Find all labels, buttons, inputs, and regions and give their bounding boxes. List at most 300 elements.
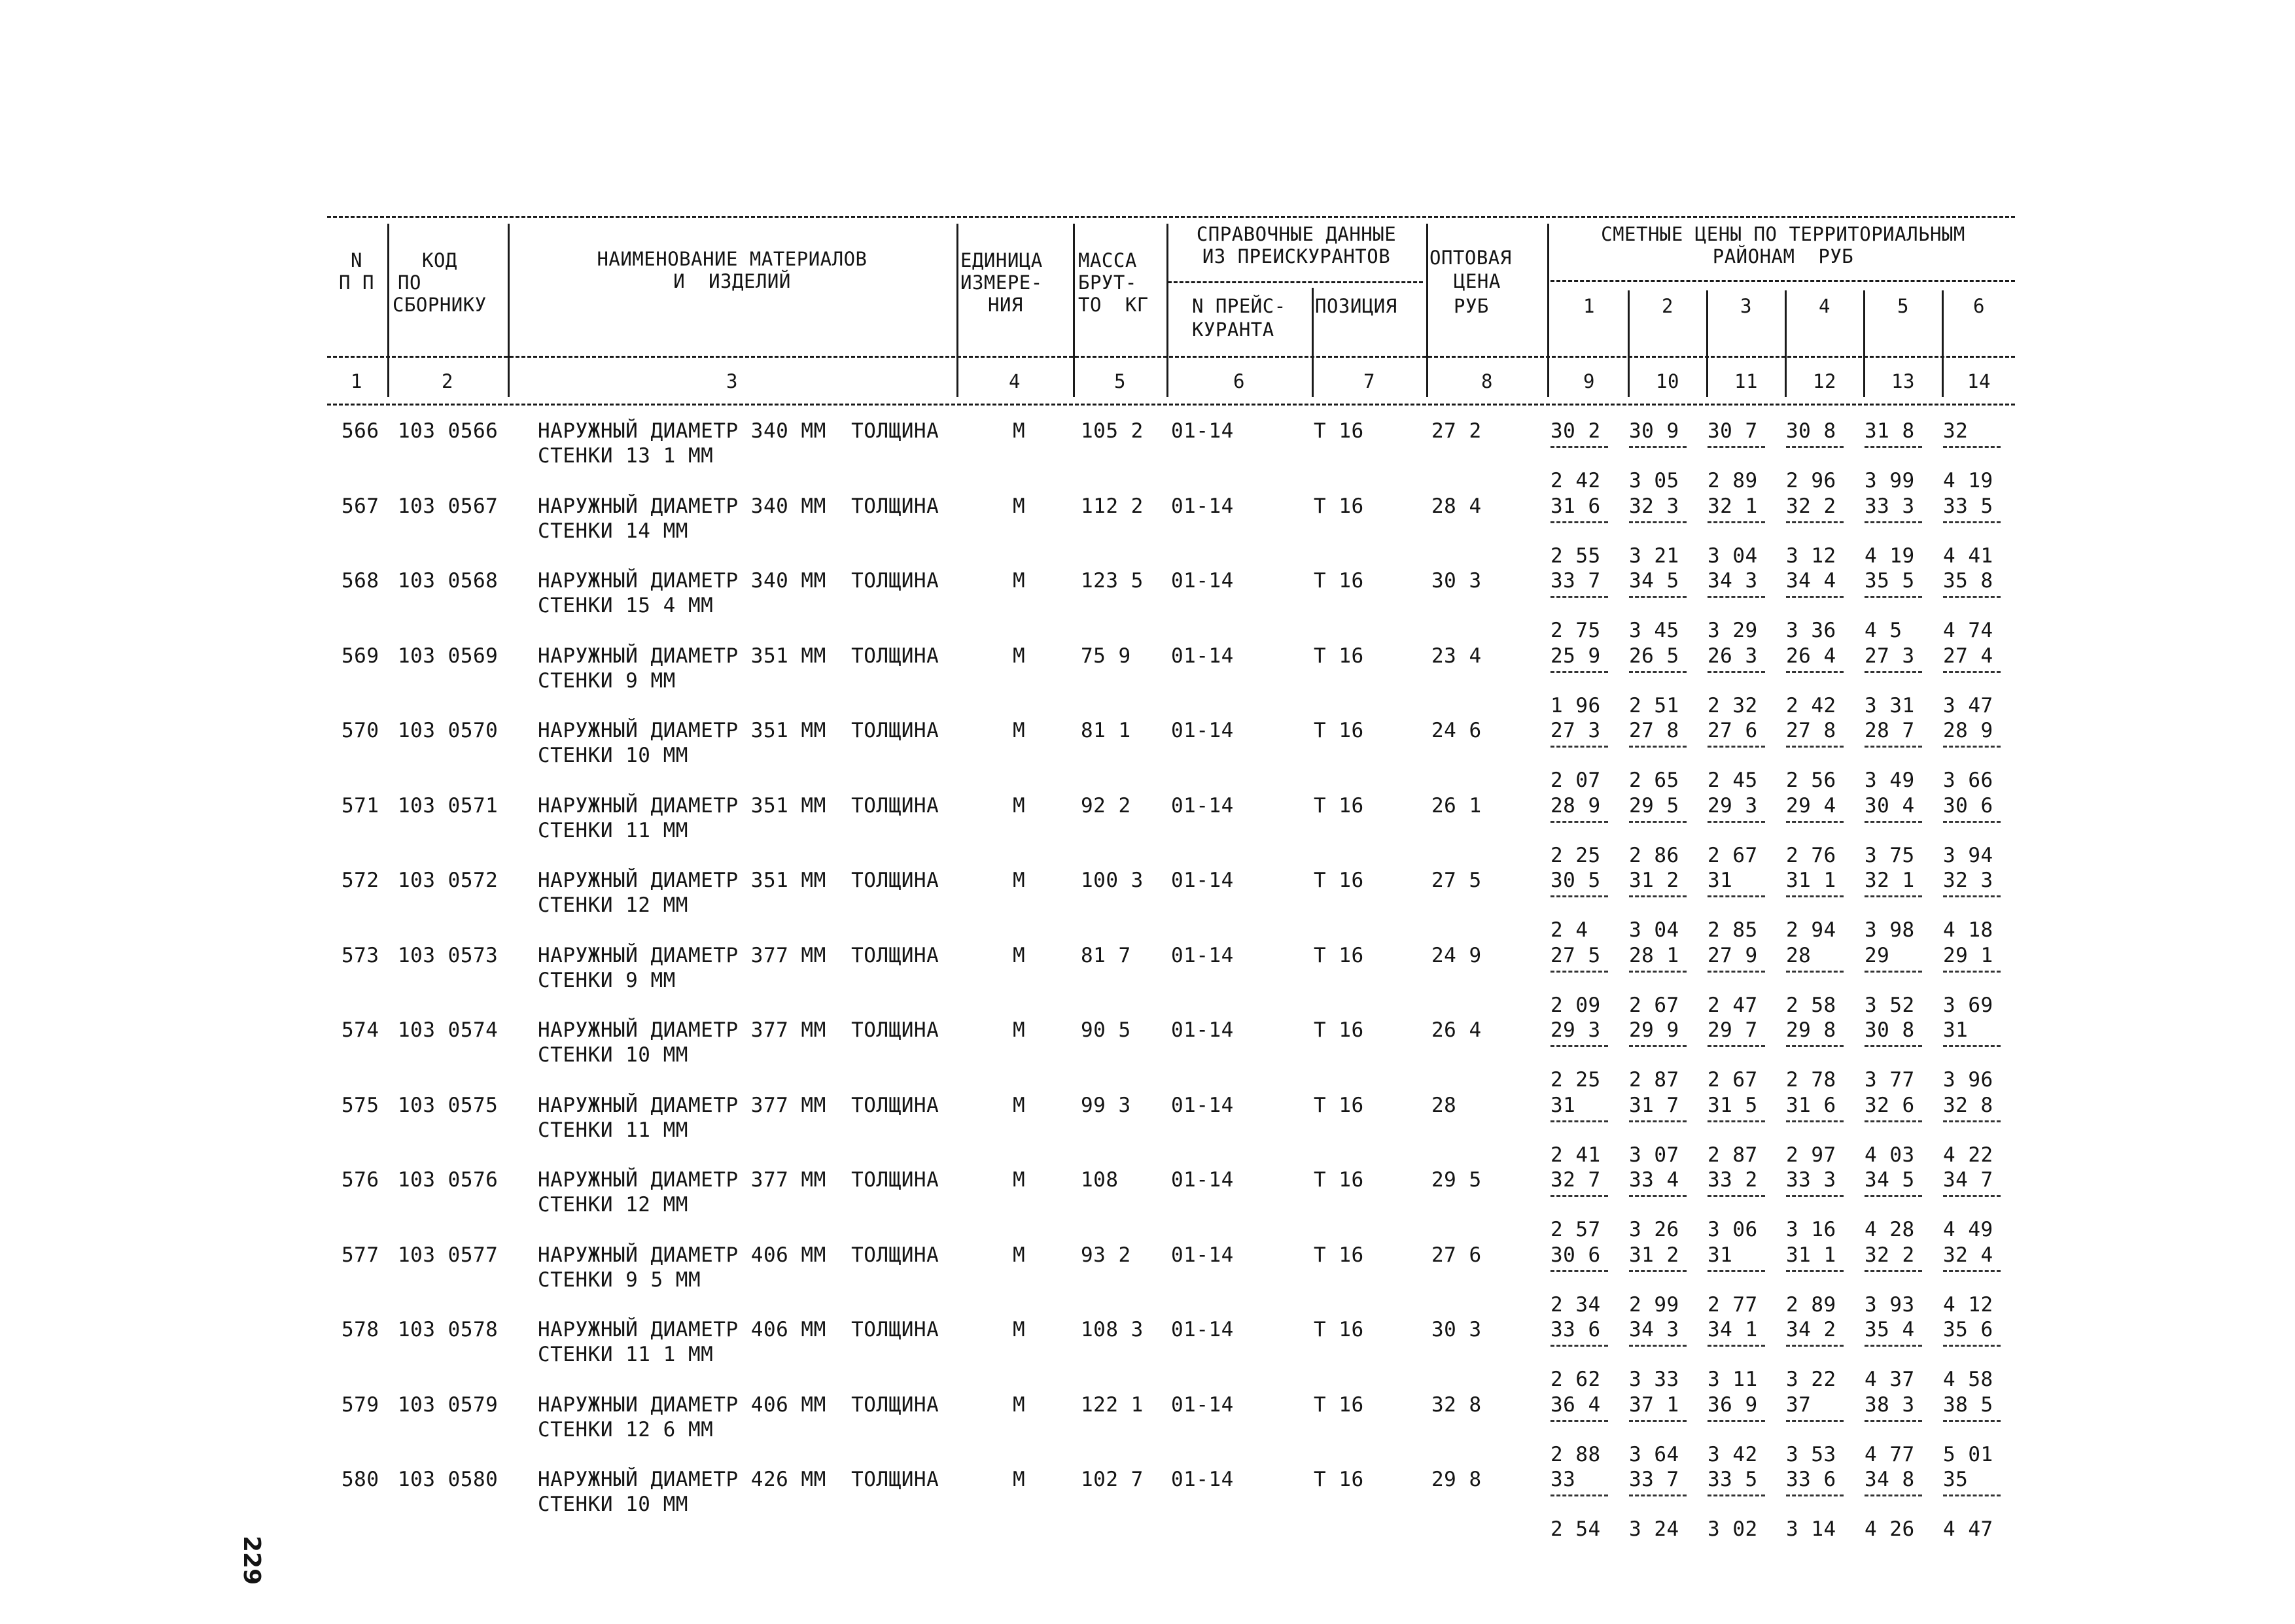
row-district-price: 33 2 xyxy=(1708,1168,1758,1192)
fraction-bar xyxy=(1708,1494,1765,1496)
row-pricelist: 01-14 xyxy=(1171,494,1234,518)
row-district-price: 27 3 xyxy=(1550,719,1601,742)
fraction-bar xyxy=(1708,746,1765,748)
row-mass: 99 3 xyxy=(1081,1094,1131,1117)
row-number: 567 xyxy=(342,494,379,518)
row-position: Т 16 xyxy=(1314,494,1364,518)
header-mass-line3: ТО КГ xyxy=(1078,294,1149,316)
row-district-surcharge: 2 25 xyxy=(1550,1068,1601,1092)
row-district-surcharge: 3 64 xyxy=(1629,1443,1679,1466)
fraction-bar xyxy=(1708,1420,1765,1422)
row-wholesale-price: 30 3 xyxy=(1431,569,1482,593)
row-district-price: 27 5 xyxy=(1550,944,1601,967)
row-code: 103 0580 xyxy=(398,1468,499,1491)
header-pricelist-line1: N ПРЕЙС- xyxy=(1192,295,1286,317)
row-district-surcharge: 2 62 xyxy=(1550,1368,1601,1391)
row-number: 572 xyxy=(342,869,379,892)
fraction-bar xyxy=(1943,1120,2001,1122)
fraction-bar xyxy=(1943,1195,2001,1197)
fraction-bar xyxy=(1786,1420,1844,1422)
row-district-price: 29 9 xyxy=(1629,1018,1679,1042)
row-name-line2: СТЕНКИ 14 ММ xyxy=(538,519,688,543)
row-pricelist: 01-14 xyxy=(1171,794,1234,818)
row-district-price: 35 4 xyxy=(1865,1318,1915,1341)
column-number: 5 xyxy=(1114,370,1126,392)
header-bottom-rule xyxy=(327,404,2015,406)
row-district-price: 28 7 xyxy=(1865,719,1915,742)
row-code: 103 0568 xyxy=(398,569,499,593)
fraction-bar xyxy=(1865,521,1922,523)
row-district-price: 30 6 xyxy=(1943,794,1993,818)
row-district-surcharge: 3 94 xyxy=(1943,844,1993,867)
row-district-price: 38 3 xyxy=(1865,1393,1915,1417)
row-pricelist: 01-14 xyxy=(1171,419,1234,443)
row-district-surcharge: 2 85 xyxy=(1708,918,1758,942)
fraction-bar xyxy=(1708,1195,1765,1197)
row-district-price: 32 8 xyxy=(1943,1094,1993,1117)
row-code: 103 0566 xyxy=(398,419,499,443)
fraction-bar xyxy=(1865,1494,1922,1496)
row-district-surcharge: 2 88 xyxy=(1550,1443,1601,1466)
row-district-surcharge: 4 58 xyxy=(1943,1368,1993,1391)
row-district-surcharge: 3 36 xyxy=(1786,619,1836,642)
fraction-bar xyxy=(1943,1270,2001,1272)
row-district-price: 27 8 xyxy=(1786,719,1836,742)
fraction-bar xyxy=(1550,1420,1608,1422)
fraction-bar xyxy=(1943,821,2001,823)
row-district-surcharge: 4 49 xyxy=(1943,1218,1993,1241)
column-number: 3 xyxy=(726,370,738,392)
row-district-surcharge: 4 12 xyxy=(1943,1293,1993,1317)
row-district-price: 36 9 xyxy=(1708,1393,1758,1417)
row-district-price: 31 1 xyxy=(1786,1243,1836,1267)
row-district-price: 34 3 xyxy=(1629,1318,1679,1341)
fraction-bar xyxy=(1629,821,1687,823)
fraction-bar xyxy=(1629,1120,1687,1122)
row-district-surcharge: 3 53 xyxy=(1786,1443,1836,1466)
fraction-bar xyxy=(1550,596,1608,598)
fraction-bar xyxy=(1550,971,1608,973)
fraction-bar xyxy=(1550,521,1608,523)
fraction-bar xyxy=(1865,1420,1922,1422)
row-pricelist: 01-14 xyxy=(1171,1243,1234,1267)
row-number: 573 xyxy=(342,944,379,967)
row-district-surcharge: 3 14 xyxy=(1786,1517,1836,1541)
fraction-bar xyxy=(1865,596,1922,598)
fraction-bar xyxy=(1786,1120,1844,1122)
row-pricelist: 01-14 xyxy=(1171,644,1234,668)
row-unit: М xyxy=(1013,419,1026,443)
row-district-surcharge: 2 78 xyxy=(1786,1068,1836,1092)
row-district-price: 30 8 xyxy=(1786,419,1836,443)
row-name-line1: НАРУЖНЫЙ ДИАМЕТР 377 ММ ТОЛЩИНА xyxy=(538,1168,939,1192)
row-district-price: 34 1 xyxy=(1708,1318,1758,1341)
row-district-surcharge: 4 19 xyxy=(1943,469,1993,492)
row-district-price: 31 xyxy=(1708,869,1733,892)
row-district-price: 33 xyxy=(1550,1468,1576,1491)
column-number: 8 xyxy=(1481,370,1493,392)
row-district-surcharge: 2 87 xyxy=(1708,1143,1758,1167)
row-wholesale-price: 28 4 xyxy=(1431,494,1482,518)
row-code: 103 0573 xyxy=(398,944,499,967)
row-code: 103 0572 xyxy=(398,869,499,892)
header-district-number: 2 xyxy=(1662,295,1673,317)
row-district-surcharge: 4 26 xyxy=(1865,1517,1915,1541)
row-district-price: 28 9 xyxy=(1550,794,1601,818)
row-district-price: 32 3 xyxy=(1943,869,1993,892)
row-name-line2: СТЕНКИ 10 ММ xyxy=(538,744,688,767)
column-number: 12 xyxy=(1813,370,1836,392)
row-district-price: 27 4 xyxy=(1943,644,1993,668)
row-district-price: 29 5 xyxy=(1629,794,1679,818)
row-district-surcharge: 3 12 xyxy=(1786,544,1836,568)
fraction-bar xyxy=(1943,521,2001,523)
row-district-surcharge: 2 42 xyxy=(1550,469,1601,492)
row-name-line1: НАРУЖНЫЙ ДИАМЕТР 406 ММ ТОЛЩИНА xyxy=(538,1243,939,1267)
row-district-surcharge: 3 29 xyxy=(1708,619,1758,642)
row-name-line2: СТЕНКИ 9 ММ xyxy=(538,969,676,992)
row-mass: 100 3 xyxy=(1081,869,1144,892)
row-mass: 75 9 xyxy=(1081,644,1131,668)
fraction-bar xyxy=(1550,895,1608,897)
header-pricelist-line2: КУРАНТА xyxy=(1192,319,1274,341)
row-district-surcharge: 3 75 xyxy=(1865,844,1915,867)
row-district-price: 33 7 xyxy=(1629,1468,1679,1491)
fraction-bar xyxy=(1943,446,2001,448)
row-name-line2: СТЕНКИ 15 4 ММ xyxy=(538,594,714,617)
header-n-line1: N xyxy=(351,249,362,271)
row-position: Т 16 xyxy=(1314,719,1364,742)
row-district-price: 26 3 xyxy=(1708,644,1758,668)
row-district-price: 34 5 xyxy=(1629,569,1679,593)
fraction-bar xyxy=(1865,746,1922,748)
row-unit: М xyxy=(1013,1094,1026,1117)
row-district-price: 32 3 xyxy=(1629,494,1679,518)
row-district-price: 29 3 xyxy=(1708,794,1758,818)
row-district-surcharge: 2 32 xyxy=(1708,694,1758,717)
fraction-bar xyxy=(1629,1270,1687,1272)
row-district-surcharge: 2 76 xyxy=(1786,844,1836,867)
row-number: 566 xyxy=(342,419,379,443)
page-number: 229 xyxy=(238,1536,265,1585)
row-district-surcharge: 2 89 xyxy=(1786,1293,1836,1317)
row-position: Т 16 xyxy=(1314,1168,1364,1192)
row-mass: 92 2 xyxy=(1081,794,1131,818)
row-district-price: 31 5 xyxy=(1708,1094,1758,1117)
row-position: Т 16 xyxy=(1314,1243,1364,1267)
row-district-surcharge: 2 25 xyxy=(1550,844,1601,867)
row-pricelist: 01-14 xyxy=(1171,569,1234,593)
row-number: 580 xyxy=(342,1468,379,1491)
row-district-price: 35 8 xyxy=(1943,569,1993,593)
header-n-line2: П П xyxy=(339,271,374,294)
row-district-surcharge: 3 02 xyxy=(1708,1517,1758,1541)
fraction-bar xyxy=(1550,1494,1608,1496)
row-district-surcharge: 2 75 xyxy=(1550,619,1601,642)
row-district-price: 33 5 xyxy=(1708,1468,1758,1491)
fraction-bar xyxy=(1629,521,1687,523)
fraction-bar xyxy=(1786,1345,1844,1347)
row-district-surcharge: 3 22 xyxy=(1786,1368,1836,1391)
row-mass: 123 5 xyxy=(1081,569,1144,593)
row-district-surcharge: 2 89 xyxy=(1708,469,1758,492)
fraction-bar xyxy=(1943,1420,2001,1422)
fraction-bar xyxy=(1629,1195,1687,1197)
row-district-surcharge: 4 41 xyxy=(1943,544,1993,568)
row-district-price: 34 4 xyxy=(1786,569,1836,593)
row-district-price: 28 9 xyxy=(1943,719,1993,742)
row-name-line1: НАРУЖНЫЙ ДИАМЕТР 351 ММ ТОЛЩИНА xyxy=(538,719,939,742)
row-number: 576 xyxy=(342,1168,379,1192)
fraction-bar xyxy=(1943,971,2001,973)
column-number: 9 xyxy=(1583,370,1595,392)
fraction-bar xyxy=(1629,746,1687,748)
row-district-price: 34 3 xyxy=(1708,569,1758,593)
row-district-surcharge: 2 07 xyxy=(1550,769,1601,792)
row-district-price: 33 7 xyxy=(1550,569,1601,593)
row-district-surcharge: 2 09 xyxy=(1550,993,1601,1017)
row-district-price: 31 xyxy=(1943,1018,1969,1042)
row-district-surcharge: 2 67 xyxy=(1708,1068,1758,1092)
row-name-line2: СТЕНКИ 10 ММ xyxy=(538,1043,688,1067)
row-pricelist: 01-14 xyxy=(1171,1468,1234,1491)
row-district-price: 33 3 xyxy=(1786,1168,1836,1192)
fraction-bar xyxy=(1550,446,1608,448)
fraction-bar xyxy=(1865,1120,1922,1122)
row-district-surcharge: 4 28 xyxy=(1865,1218,1915,1241)
fraction-bar xyxy=(1708,446,1765,448)
fraction-bar xyxy=(1865,821,1922,823)
row-district-price: 37 xyxy=(1786,1393,1812,1417)
row-name-line1: НАРУЖНЫЙ ДИАМЕТР 426 ММ ТОЛЩИНА xyxy=(538,1468,939,1491)
row-district-price: 30 8 xyxy=(1865,1018,1915,1042)
row-name-line1: НАРУЖНЫЙ ДИАМЕТР 377 ММ ТОЛЩИНА xyxy=(538,1018,939,1042)
row-code: 103 0571 xyxy=(398,794,499,818)
row-district-surcharge: 4 47 xyxy=(1943,1517,1993,1541)
row-pricelist: 01-14 xyxy=(1171,1094,1234,1117)
row-wholesale-price: 29 5 xyxy=(1431,1168,1482,1192)
row-number: 578 xyxy=(342,1318,379,1341)
row-wholesale-price: 30 3 xyxy=(1431,1318,1482,1341)
header-district-number: 6 xyxy=(1973,295,1985,317)
row-district-surcharge: 3 99 xyxy=(1865,469,1915,492)
row-unit: М xyxy=(1013,794,1026,818)
row-mass: 81 7 xyxy=(1081,944,1131,967)
row-district-price: 31 xyxy=(1708,1243,1733,1267)
fraction-bar xyxy=(1786,596,1844,598)
fraction-bar xyxy=(1550,671,1608,673)
fraction-bar xyxy=(1708,521,1765,523)
row-unit: М xyxy=(1013,944,1026,967)
header-position: ПОЗИЦИЯ xyxy=(1315,295,1397,317)
fraction-bar xyxy=(1943,596,2001,598)
column-number: 13 xyxy=(1891,370,1915,392)
row-district-surcharge: 4 5 xyxy=(1865,619,1902,642)
row-district-surcharge: 3 69 xyxy=(1943,993,1993,1017)
fraction-bar xyxy=(1943,1045,2001,1047)
row-district-price: 32 xyxy=(1943,419,1969,443)
header-ref-title-line1: СПРАВОЧНЫЕ ДАННЫЕ xyxy=(1196,223,1397,245)
row-district-surcharge: 2 67 xyxy=(1708,844,1758,867)
header-mass-line2: БРУТ- xyxy=(1078,271,1137,294)
row-district-surcharge: 4 19 xyxy=(1865,544,1915,568)
fraction-bar xyxy=(1786,1045,1844,1047)
row-district-surcharge: 3 47 xyxy=(1943,694,1993,717)
fraction-bar xyxy=(1786,746,1844,748)
row-district-surcharge: 3 04 xyxy=(1708,544,1758,568)
row-district-surcharge: 3 66 xyxy=(1943,769,1993,792)
fraction-bar xyxy=(1629,671,1687,673)
fraction-bar xyxy=(1550,821,1608,823)
fraction-bar xyxy=(1786,1494,1844,1496)
row-wholesale-price: 23 4 xyxy=(1431,644,1482,668)
row-district-surcharge: 2 96 xyxy=(1786,469,1836,492)
row-name-line2: СТЕНКИ 12 6 ММ xyxy=(538,1418,714,1442)
row-name-line2: СТЕНКИ 10 ММ xyxy=(538,1493,688,1516)
row-unit: М xyxy=(1013,1243,1026,1267)
fraction-bar xyxy=(1786,1195,1844,1197)
row-wholesale-price: 26 4 xyxy=(1431,1018,1482,1042)
row-wholesale-price: 26 1 xyxy=(1431,794,1482,818)
header-top-rule xyxy=(327,216,2015,218)
row-district-surcharge: 2 54 xyxy=(1550,1517,1601,1541)
row-district-surcharge: 3 31 xyxy=(1865,694,1915,717)
estimate-subheader-rule xyxy=(1550,280,2015,282)
row-name-line2: СТЕНКИ 9 5 ММ xyxy=(538,1268,701,1292)
fraction-bar xyxy=(1708,971,1765,973)
row-number: 579 xyxy=(342,1393,379,1417)
row-district-surcharge: 3 06 xyxy=(1708,1218,1758,1241)
fraction-bar xyxy=(1786,821,1844,823)
row-wholesale-price: 27 2 xyxy=(1431,419,1482,443)
fraction-bar xyxy=(1943,746,2001,748)
fraction-bar xyxy=(1629,895,1687,897)
row-name-line2: СТЕНКИ 12 ММ xyxy=(538,893,688,917)
row-wholesale-price: 32 8 xyxy=(1431,1393,1482,1417)
row-code: 103 0577 xyxy=(398,1243,499,1267)
row-district-price: 38 5 xyxy=(1943,1393,1993,1417)
row-district-surcharge: 3 93 xyxy=(1865,1293,1915,1317)
row-district-surcharge: 1 96 xyxy=(1550,694,1601,717)
row-unit: М xyxy=(1013,569,1026,593)
row-name-line1: НАРУЖНЫЙ ДИАМЕТР 340 ММ ТОЛЩИНА xyxy=(538,569,939,593)
row-district-surcharge: 2 65 xyxy=(1629,769,1679,792)
row-position: Т 16 xyxy=(1314,569,1364,593)
fraction-bar xyxy=(1865,671,1922,673)
row-district-price: 32 1 xyxy=(1708,494,1758,518)
fraction-bar xyxy=(1550,1045,1608,1047)
row-position: Т 16 xyxy=(1314,644,1364,668)
fraction-bar xyxy=(1786,671,1844,673)
row-district-price: 30 5 xyxy=(1550,869,1601,892)
fraction-bar xyxy=(1550,746,1608,748)
row-district-price: 35 6 xyxy=(1943,1318,1993,1341)
row-district-price: 29 4 xyxy=(1786,794,1836,818)
header-code-line2: ПО xyxy=(398,271,421,294)
fraction-bar xyxy=(1865,1195,1922,1197)
row-district-price: 27 3 xyxy=(1865,644,1915,668)
row-district-price: 35 5 xyxy=(1865,569,1915,593)
fraction-bar xyxy=(1629,446,1687,448)
row-pricelist: 01-14 xyxy=(1171,944,1234,967)
row-district-surcharge: 4 18 xyxy=(1943,918,1993,942)
header-unit-line1: ЕДИНИЦА xyxy=(960,249,1043,271)
row-mass: 108 3 xyxy=(1081,1318,1144,1341)
row-district-price: 31 1 xyxy=(1786,869,1836,892)
row-mass: 108 xyxy=(1081,1168,1119,1192)
row-district-surcharge: 2 99 xyxy=(1629,1293,1679,1317)
row-district-price: 30 9 xyxy=(1629,419,1679,443)
row-name-line1: НАРУЖНЫЙ ДИАМЕТР 406 ММ ТОЛЩИНА xyxy=(538,1318,939,1341)
row-district-surcharge: 2 57 xyxy=(1550,1218,1601,1241)
row-district-price: 32 4 xyxy=(1943,1243,1993,1267)
fraction-bar xyxy=(1708,1120,1765,1122)
row-district-surcharge: 2 67 xyxy=(1629,993,1679,1017)
row-position: Т 16 xyxy=(1314,1018,1364,1042)
row-district-price: 30 4 xyxy=(1865,794,1915,818)
row-district-surcharge: 2 86 xyxy=(1629,844,1679,867)
row-number: 571 xyxy=(342,794,379,818)
column-number: 4 xyxy=(1009,370,1021,392)
row-district-price: 37 1 xyxy=(1629,1393,1679,1417)
row-district-price: 33 5 xyxy=(1943,494,1993,518)
row-district-price: 30 2 xyxy=(1550,419,1601,443)
row-district-price: 33 4 xyxy=(1629,1168,1679,1192)
row-code: 103 0575 xyxy=(398,1094,499,1117)
row-district-surcharge: 2 42 xyxy=(1786,694,1836,717)
row-name-line2: СТЕНКИ 11 ММ xyxy=(538,819,688,842)
row-district-price: 29 xyxy=(1865,944,1890,967)
fraction-bar xyxy=(1550,1120,1608,1122)
fraction-bar xyxy=(1943,671,2001,673)
row-wholesale-price: 24 9 xyxy=(1431,944,1482,967)
row-district-price: 28 1 xyxy=(1629,944,1679,967)
column-number: 1 xyxy=(351,370,362,392)
row-district-surcharge: 4 77 xyxy=(1865,1443,1915,1466)
row-district-surcharge: 2 47 xyxy=(1708,993,1758,1017)
row-district-surcharge: 2 97 xyxy=(1786,1143,1836,1167)
fraction-bar xyxy=(1629,1494,1687,1496)
header-mass-line1: МАССА xyxy=(1078,249,1137,271)
row-district-price: 30 7 xyxy=(1708,419,1758,443)
row-unit: М xyxy=(1013,1318,1026,1341)
header-district-number: 1 xyxy=(1583,295,1595,317)
row-district-price: 28 xyxy=(1786,944,1812,967)
row-wholesale-price: 28 xyxy=(1431,1094,1457,1117)
row-district-surcharge: 2 41 xyxy=(1550,1143,1601,1167)
fraction-bar xyxy=(1708,1345,1765,1347)
row-district-surcharge: 4 22 xyxy=(1943,1143,1993,1167)
header-name-line2: И ИЗДЕЛИЙ xyxy=(673,270,791,292)
row-district-surcharge: 3 04 xyxy=(1629,918,1679,942)
row-position: Т 16 xyxy=(1314,1094,1364,1117)
row-code: 103 0579 xyxy=(398,1393,499,1417)
fraction-bar xyxy=(1629,971,1687,973)
row-mass: 112 2 xyxy=(1081,494,1144,518)
header-ref-title-line2: ИЗ ПРЕИСКУРАНТОВ xyxy=(1202,245,1391,268)
row-district-price: 31 8 xyxy=(1865,419,1915,443)
row-name-line2: СТЕНКИ 11 ММ xyxy=(538,1118,688,1142)
row-district-surcharge: 3 42 xyxy=(1708,1443,1758,1466)
row-district-price: 32 2 xyxy=(1786,494,1836,518)
row-code: 103 0570 xyxy=(398,719,499,742)
row-district-surcharge: 2 87 xyxy=(1629,1068,1679,1092)
column-number: 11 xyxy=(1734,370,1758,392)
row-district-surcharge: 3 45 xyxy=(1629,619,1679,642)
header-district-number: 4 xyxy=(1819,295,1831,317)
row-district-price: 32 2 xyxy=(1865,1243,1915,1267)
header-mid-rule xyxy=(327,356,2015,358)
